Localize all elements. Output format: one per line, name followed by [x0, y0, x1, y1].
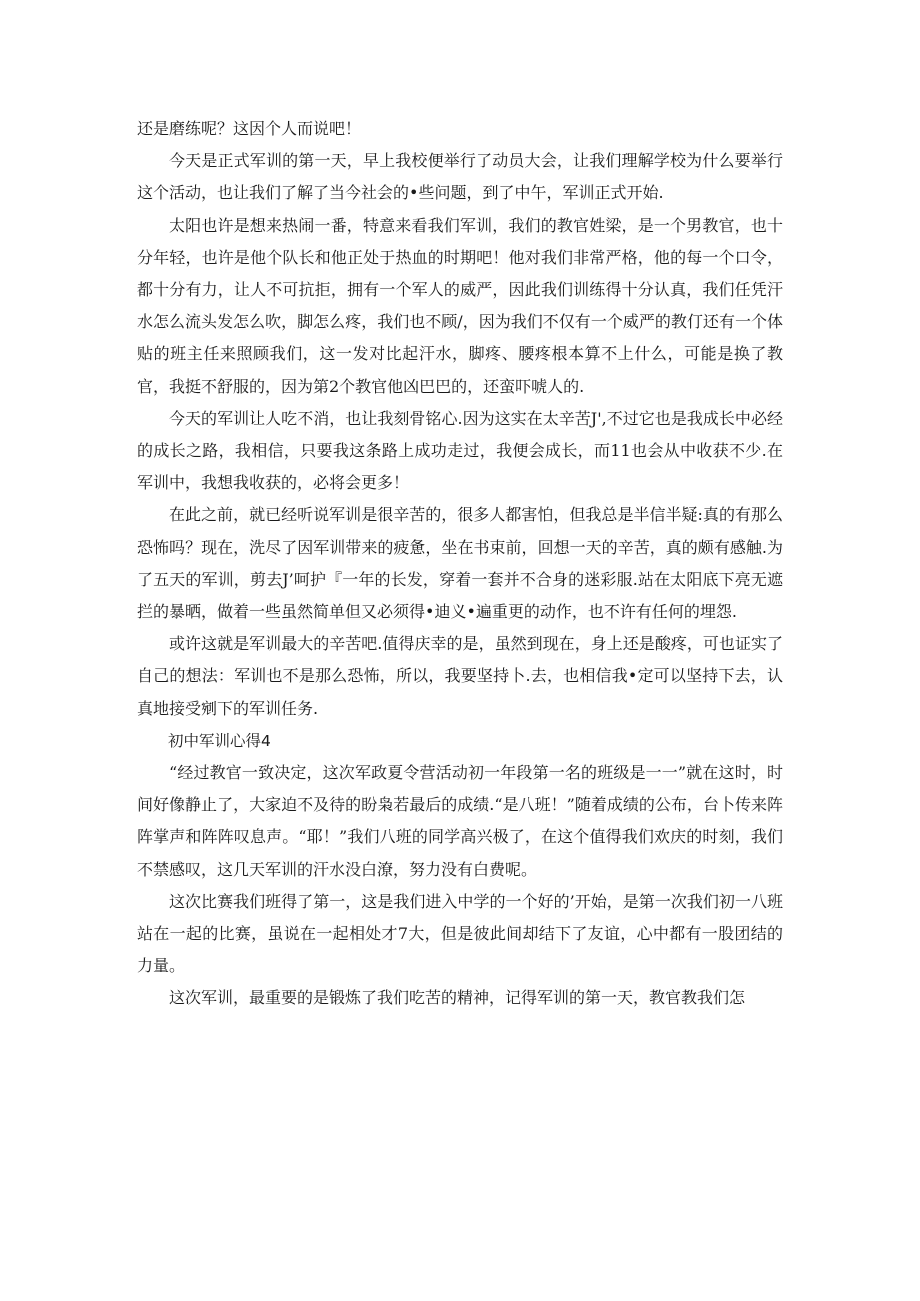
paragraph-instructor: 太阳也许是想来热闹一番，特意来看我们军训，我们的教官姓梁，是一个男教官，也十分年轻，也许是他个队长和他正处于热血的时期吧！他对我们非常严格，他的每一个口令，都十分有力，让人不可抗拒，拥有一个军人的威严，因此我们训练得十分认真，我们任凭汗水怎么流头发怎么吹，脚怎么疼，我们也不顾/，因为我们不仅有一个威严的教仃还有一个体贴的班主任来照顾我们，这一发对比起汗水，脚疼、腰疼根本算不上什么，可能是换了教官，我挺不舒服的，因为第2个教官他凶巴巴的，还蛮吓唬人的. — [137, 215, 783, 396]
document-page — [137, 113, 783, 1015]
section-heading: 初中军训心得4 — [168, 731, 271, 750]
paragraph-result: “经过教官一致决定，这次军政夏令营活动初一年段第一名的班级是一一”就在这时，时间好像静止了，大家迫不及待的盼枭若最后的成绩.“是八班！”随着成绩的公布，台卜传来阵阵掌声和阵阵叹息声。“耶！”我们八班的同学高兴极了，在这个值得我们欢庆的时刻，我们不禁感叹，这几天军训的汗水没白潦，努力没有白费呢。 — [137, 763, 783, 879]
paragraph-training: 这次军训，最重要的是锻炼了我们吃苦的精神，记得军训的第一天，教官教我们怎 — [169, 988, 746, 1008]
paragraph-before: 在此之前，就已经听说军训是很辛苦的，很多人都害怕，但我总是半信半疑:真的有那么恐怖吗？现在，洗尽了因军训带来的疲惫，坐在书束前，回想一天的辛苦，真的颇有感触.为了五天的军训，剪去J’呵护『一年的长发，穿着一套并不合身的迷彩服.站在太阳底下亮无遮拦的暴晒，做着一些虽然简单但又必须得•迪义•遍重更的动作，也不许有任何的埋怨. — [137, 505, 783, 622]
paragraph-first-place: 这次比赛我们班得了第一，这是我们进入中学的一个好的’开始，是第一次我们初一八班站在一起的比赛，虽说在一起相处才7大，但是彼此间却结下了友谊，心中都有一股团结的力量。 — [137, 891, 783, 976]
paragraph-continuation: 还是磨练呢？这因个人而说吧！ — [137, 119, 362, 138]
paragraph-first-day: 今天是正式军训的第一天，早上我校便举行了动员大会，让我们理解学校为什么要举行这个活动，也让我们了解了当今社会的•些问题，到了中午，军训正式开始. — [137, 151, 783, 203]
paragraph-hardship: 今天的军训让人吃不消，也让我刻骨铭心.因为这实在太辛苦J',不过它也是我成长中必经的成长之路，我相信，只要我这条路上成功走过，我便会成长，而11也会从中收获不少.在军训中，我想我收获的，必将会更多！ — [137, 408, 783, 493]
paragraph-conclusion: 或许这就是军训最大的辛苦吧.值得庆幸的是，虽然到现在，身上还是酸疼，可也证实了自己的想法：军训也不是那么恐怖，所以，我要坚持卜.去，也相信我•定可以坚持下去，认真地接受剜下的军训任务. — [137, 634, 783, 718]
